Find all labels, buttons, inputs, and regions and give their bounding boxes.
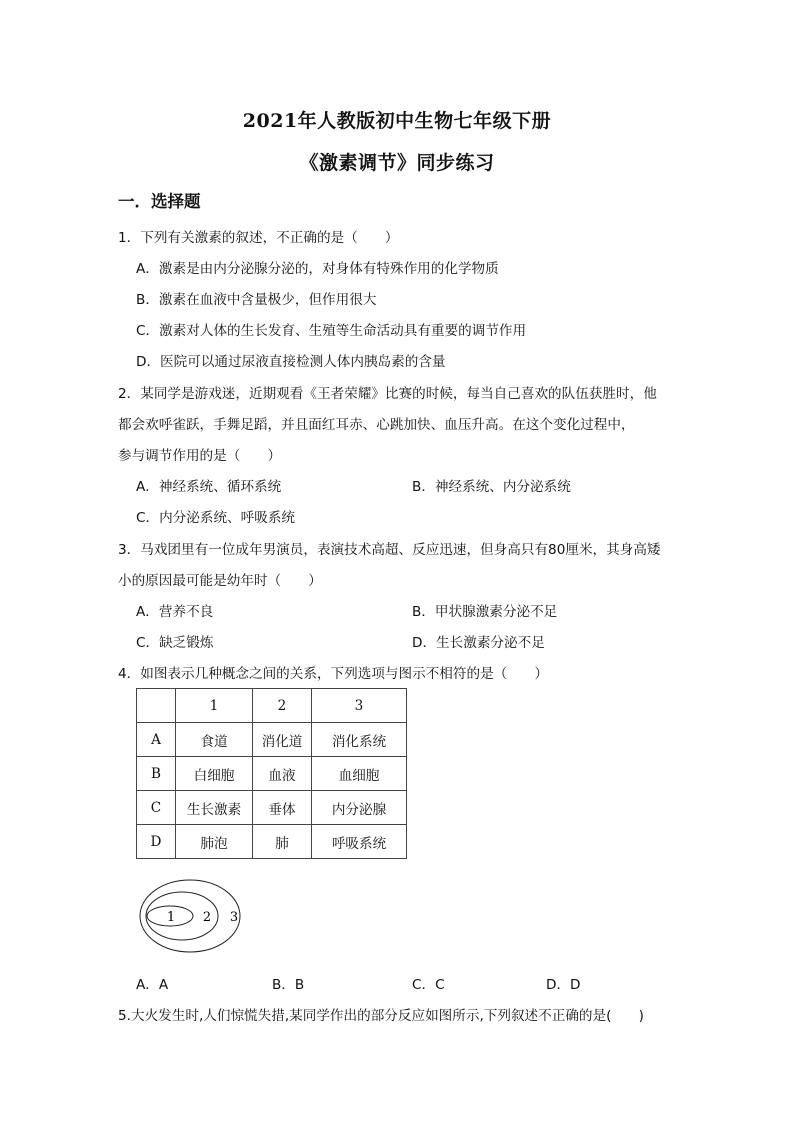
- table-cell: D: [137, 825, 176, 859]
- question-2-option-c: C．内分泌系统、呼吸系统: [136, 510, 296, 526]
- question-4-option-c: C．C: [412, 977, 445, 993]
- table-cell: B: [137, 757, 176, 791]
- table-cell: 食道: [176, 723, 253, 757]
- concept-table: [136, 688, 407, 859]
- outer-ellipse: [140, 880, 240, 952]
- question-2-option-a: A．神经系统、循环系统: [136, 479, 282, 495]
- table-header-row: [137, 689, 407, 723]
- question-2-stem-line-3: 参与调节作用的是（ ）: [118, 448, 282, 464]
- question-2-stem-line-2: 都会欢呼雀跃，手舞足蹈，并且面红耳赤、心跳加快、血压升高。在这个变化过程中，: [118, 417, 635, 433]
- question-4-option-a: A．A: [136, 977, 169, 993]
- table-cell: 呼吸系统: [312, 825, 407, 859]
- table-row: [137, 757, 407, 791]
- table-cell: 生长激素: [176, 791, 253, 825]
- question-4-option-d: D．D: [546, 977, 581, 993]
- document-subtitle: 《激素调节》同步练习: [299, 152, 495, 174]
- table-cell: 肺: [253, 825, 312, 859]
- question-4-option-b: B．B: [272, 977, 305, 993]
- table-cell: C: [137, 791, 176, 825]
- question-3-option-a: A．营养不良: [136, 604, 214, 620]
- table-cell: 内分泌腺: [312, 791, 407, 825]
- question-3-option-c: C．缺乏锻炼: [136, 635, 214, 651]
- question-3-stem-line-2: 小的原因最可能是幼年时（ ）: [118, 573, 322, 589]
- table-row: [137, 825, 407, 859]
- table-cell: A: [137, 723, 176, 757]
- table-cell: 3: [312, 689, 407, 723]
- table-cell: 1: [176, 689, 253, 723]
- table-row: [137, 791, 407, 825]
- question-1-option-c: C．激素对人体的生长发育、生殖等生命活动具有重要的调节作用: [136, 323, 527, 339]
- question-3-option-d: D．生长激素分泌不足: [412, 635, 545, 651]
- table-cell: 垂体: [253, 791, 312, 825]
- question-1-option-a: A．激素是由内分泌腺分泌的，对身体有特殊作用的化学物质: [136, 261, 499, 277]
- diagram-label-1: 1: [166, 910, 176, 925]
- question-3-option-b: B．甲状腺激素分泌不足: [412, 604, 558, 620]
- question-1-option-d: D．医院可以通过尿液直接检测人体内胰岛素的含量: [136, 354, 446, 370]
- question-2-option-b: B．神经系统、内分泌系统: [412, 479, 571, 495]
- diagram-label-2: 2: [202, 910, 212, 925]
- section-heading: 一．选择题: [118, 192, 201, 211]
- table-cell: 白细胞: [176, 757, 253, 791]
- question-1-option-b: B．激素在血液中含量极少，但作用很大: [136, 292, 377, 308]
- question-4-stem: 4．如图表示几种概念之间的关系，下列选项与图示不相符的是（ ）: [118, 666, 549, 682]
- diagram-label-3: 3: [229, 910, 239, 925]
- table-row: [137, 723, 407, 757]
- document-title: 2021年人教版初中生物七年级下册: [242, 110, 552, 132]
- table-cell: [137, 689, 176, 723]
- table-cell: 消化道: [253, 723, 312, 757]
- table-cell: 消化系统: [312, 723, 407, 757]
- nested-ellipse-diagram: [138, 878, 250, 954]
- table-cell: 血液: [253, 757, 312, 791]
- table-cell: 血细胞: [312, 757, 407, 791]
- question-2-stem-line-1: 2．某同学是游戏迷，近期观看《王者荣耀》比赛的时候，每当自己喜欢的队伍获胜时，他: [118, 386, 657, 402]
- table-cell: 2: [253, 689, 312, 723]
- table-cell: 肺泡: [176, 825, 253, 859]
- question-5-stem: 5.大火发生时,人们惊慌失措,某同学作出的部分反应如图所示,下列叙述不正确的是( ): [118, 1008, 644, 1024]
- question-3-stem-line-1: 3．马戏团里有一位成年男演员，表演技术高超、反应迅速，但身高只有80厘米，其身高矮: [118, 542, 661, 558]
- question-1-stem: 1．下列有关激素的叙述，不正确的是（ ）: [118, 230, 399, 246]
